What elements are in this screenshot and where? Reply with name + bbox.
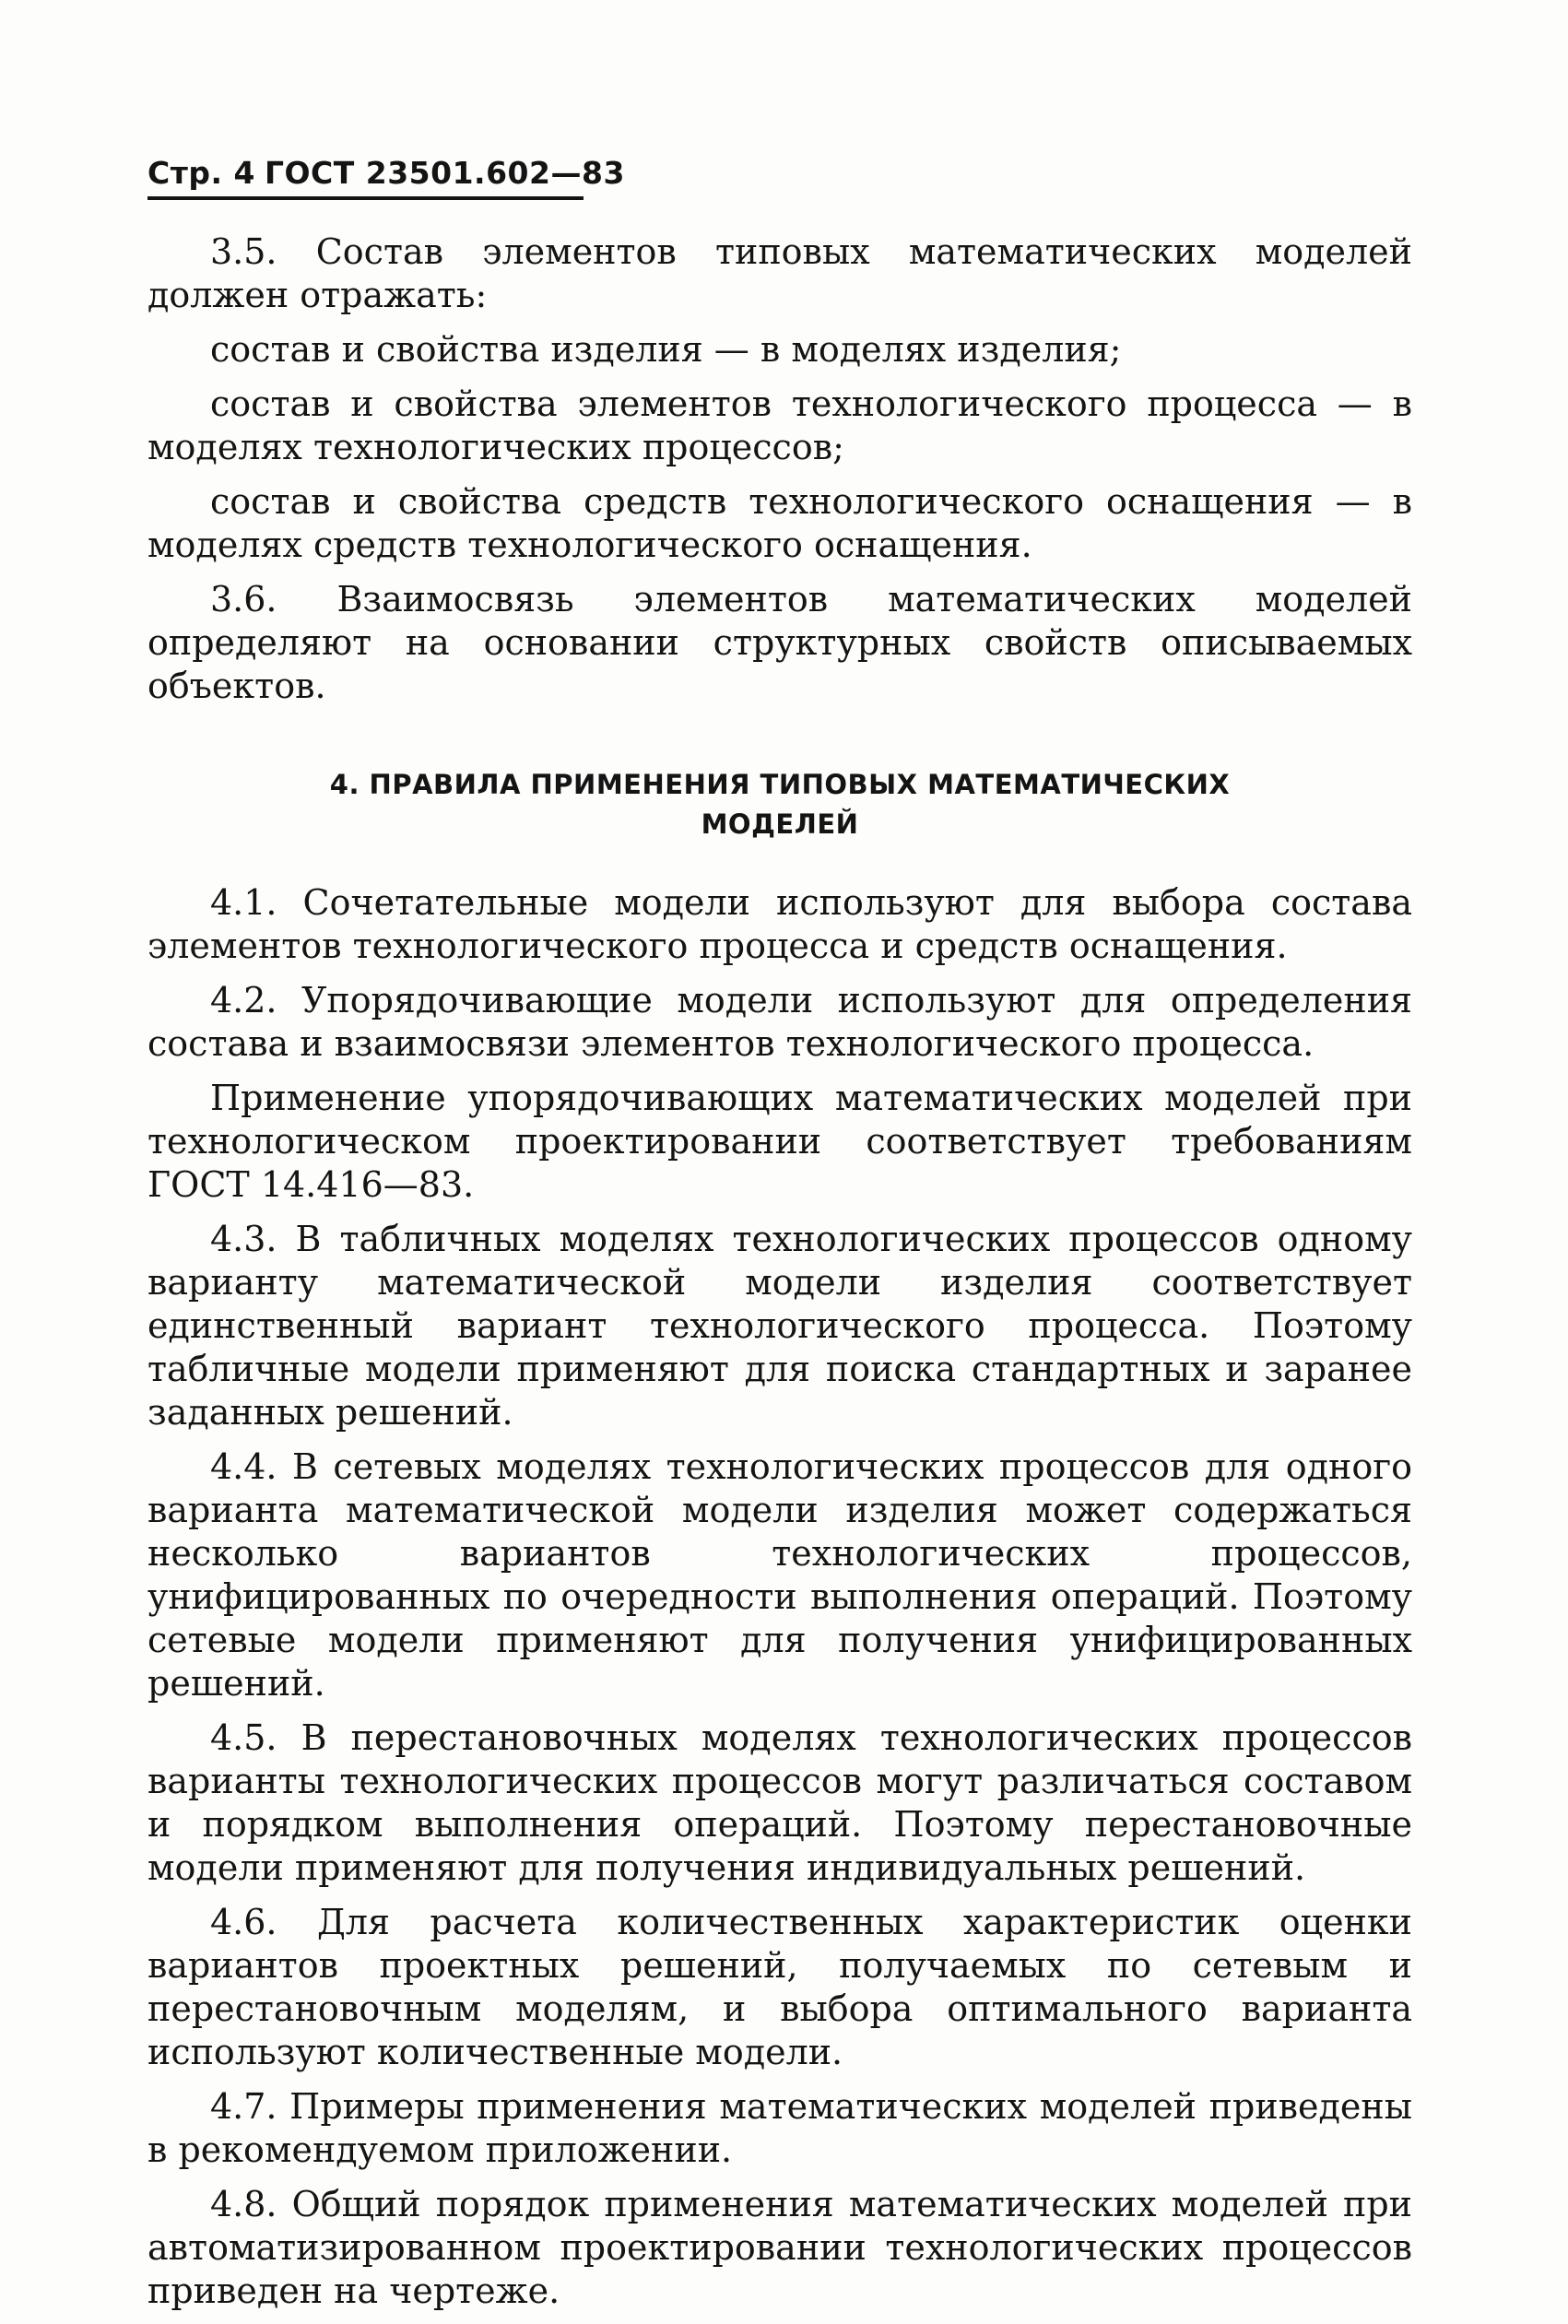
paragraph-4-6: 4.6. Для расчета количественных характеристик оценки вариантов проектных решений, получаемых по сетевым и перестановочным моделям, и выбора оптимального варианта используют количественные модели.: [147, 1902, 1412, 2072]
page-header: [147, 155, 625, 191]
list-item-process: состав и свойства элементов технологического процесса — в моделях технологических процессов;: [147, 383, 1412, 467]
paragraph-4-1: 4.1. Сочетательные модели используют для выбора состава элементов технологического процесса и средств оснащения.: [147, 882, 1412, 966]
paragraph-4-5: 4.5. В перестановочных моделях технологических процессов варианты технологических процессов могут различаться составом и порядком выполнения операций. Поэтому перестановочные модели применяют для получения индивидуальных решений.: [147, 1717, 1412, 1888]
section-heading-line-1: 4. ПРАВИЛА ПРИМЕНЕНИЯ ТИПОВЫХ МАТЕМАТИЧЕСКИХ: [329, 769, 1231, 800]
section-heading-line-2: МОДЕЛЕЙ: [701, 808, 859, 840]
header-rule: [147, 196, 584, 200]
paragraph-4-8: 4.8. Общий порядок применения математических моделей при автоматизированном проектировании технологических процессов приведен на чертеже.: [147, 2184, 1412, 2311]
paragraph-3-5: 3.5. Состав элементов типовых математических моделей должен отражать:: [147, 231, 1412, 315]
paragraph-4-4: 4.4. В сетевых моделях технологических процессов для одного варианта математической модели изделия может содержаться несколько вариантов технологических процессов, унифицированных по очередности выполнения операций. Поэтому сетевые модели применяют для получения унифицированных решений.: [147, 1446, 1412, 1704]
paragraph-4-2: 4.2. Упорядочивающие модели используют для определения состава и взаимосвязи элементов технологического процесса.: [147, 980, 1412, 1064]
paragraph-3-6: 3.6. Взаимосвязь элементов математических моделей определяют на основании структурных свойств описываемых объектов.: [147, 579, 1412, 706]
paragraph-4-2-application: Применение упорядочивающих математических моделей при технологическом проектировании соответствует требованиям ГОСТ 14.416—83.: [147, 1078, 1412, 1205]
list-item-product: состав и свойства изделия — в моделях изделия;: [210, 329, 1122, 370]
paragraph-4-7: 4.7. Примеры применения математических моделей приведены в рекомендуемом приложении.: [147, 2086, 1412, 2170]
gost-designation: ГОСТ 23501.602—83: [264, 155, 625, 191]
paragraph-4-3: 4.3. В табличных моделях технологических процессов одному варианту математической модели изделия соответствует единственный вариант технологического процесса. Поэтому табличные модели применяют для поиска стандартных и заранее заданных решений.: [147, 1219, 1412, 1433]
page-number: Стр. 4: [147, 155, 255, 191]
document-body: [147, 230, 1412, 2324]
list-item-equipment: состав и свойства средств технологического оснащения — в моделях средств технологического оснащения.: [147, 481, 1412, 565]
section-heading-4: [147, 765, 1412, 844]
